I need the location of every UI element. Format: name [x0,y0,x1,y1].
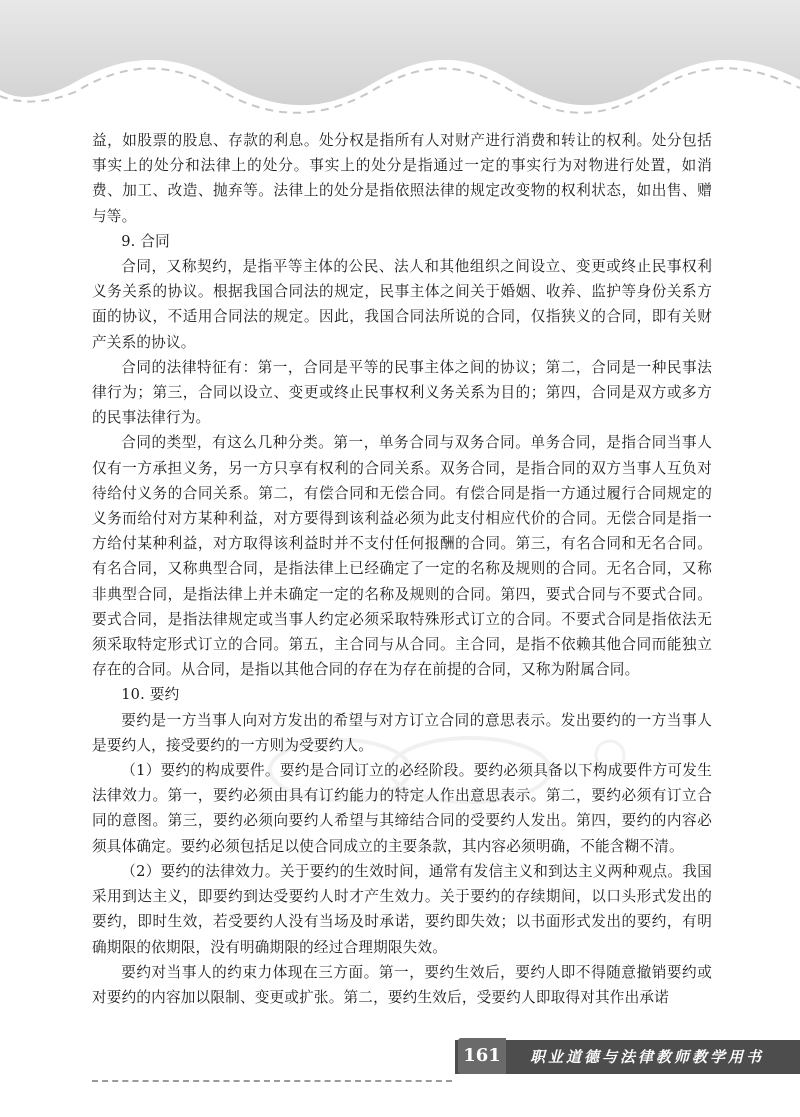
paragraph: 合同的类型，有这么几种分类。第一，单务合同与双务合同。单务合同，是指合同当事人仅有一方承担义务，另一方只享有权利的合同关系。双务合同，是指合同的双方当事人互负对待给付义务的合同关系。第二，有偿合同和无偿合同。有偿合同是指一方通过履行合同规定的义务而给付对方某种利益，对方要得到该利益必须为此支付相应代价的合同。无偿合同是指一方给付某种利益，对方取得该利益时并不支付任何报酬的合同。第三，有名合同和无名合同。有名合同，又称典型合同，是指法律上已经确定了一定的名称及规则的合同。无名合同，又称非典型合同，是指法律上并未确定一定的名称及规则的合同。第四，要式合同与不要式合同。要式合同，是指法律规定或当事人约定必须采取特殊形式订立的合同。不要式合同是指依法无须采取特定形式订立的合同。第五，主合同与从合同。主合同，是指不依赖其他合同而能独立存在的合同。从合同，是指以其他合同的存在为存在前提的合同，又称为附属合同。 [92,434,712,679]
page-footer [0,1032,800,1092]
header-wave-decoration [0,0,800,125]
paragraph: 合同，又称契约，是指平等主体的公民、法人和其他组织之间设立、变更或终止民事权利义务关系的协议。根据我国合同法的规定，民事主体之间关于婚姻、收养、监护等身份关系方面的协议，不适用合同法的规定。因此，我国合同法所说的合同，仅指狭义的合同，即有关财产关系的协议。 [92,258,712,351]
book-title: 职业道德与法律教师教学用书 [530,1048,765,1066]
paragraph: 要约对当事人的约束力体现在三方面。第一，要约生效后，要约人即不得随意撤销要约或对要约的内容加以限制、变更或扩张。第二，要约生效后，受要约人即取得对其作出承诺 [92,963,712,1006]
watermark-logo [250,725,650,815]
body-text [92,128,712,1010]
page-number: 161 [458,1038,506,1074]
paragraph: 益，如股票的股息、存款的利息。处分权是指所有人对财产进行消费和转让的权利。处分包括事实上的处分和法律上的处分。事实上的处分是指通过一定的事实行为对物进行处置，如消费、加工、改造、抛弃等。法律上的处分是指依照法律的规定改变物的权利状态，如出售、赠与等。 [92,132,712,225]
paragraph: 要约是一方当事人向对方发出的希望与对方订立合同的意思表示。发出要约的一方当事人是要约人，接受要约的一方则为受要约人。 [92,711,712,754]
section-heading-offer: 10. 要约 [121,686,180,704]
footer-dashed-rule [92,1080,452,1082]
paragraph: （1）要约的构成要件。要约是合同订立的必经阶段。要约必须具备以下构成要件方可发生法律效力。第一，要约必须由具有订约能力的特定人作出意思表示。第二，要约必须有订立合同的意图。第三，要约必须向要约人希望与其缔结合同的受要约人发出。第四，要约的内容必须具体确定。要约必须包括足以使合同成立的主要条款，其内容必须明确，不能含糊不清。 [92,762,712,855]
paragraph: 合同的法律特征有：第一，合同是平等的民事主体之间的协议；第二，合同是一种民事法律行为；第三，合同以设立、变更或终止民事权利义务关系为目的；第四，合同是双方或多方的民事法律行为。 [92,358,712,427]
section-heading-contract: 9. 合同 [121,232,170,250]
paragraph: （2）要约的法律效力。关于要约的生效时间，通常有发信主义和到达主义两种观点。我国采用到达主义，即要约到达受要约人时才产生效力。关于要约的存续期间，以口头形式发出的要约，即时生效，若受要约人没有当场及时承诺，要约即失效；以书面形式发出的要约，有明确期限的依期限，没有明确期限的经过合理期限失效。 [92,862,712,956]
